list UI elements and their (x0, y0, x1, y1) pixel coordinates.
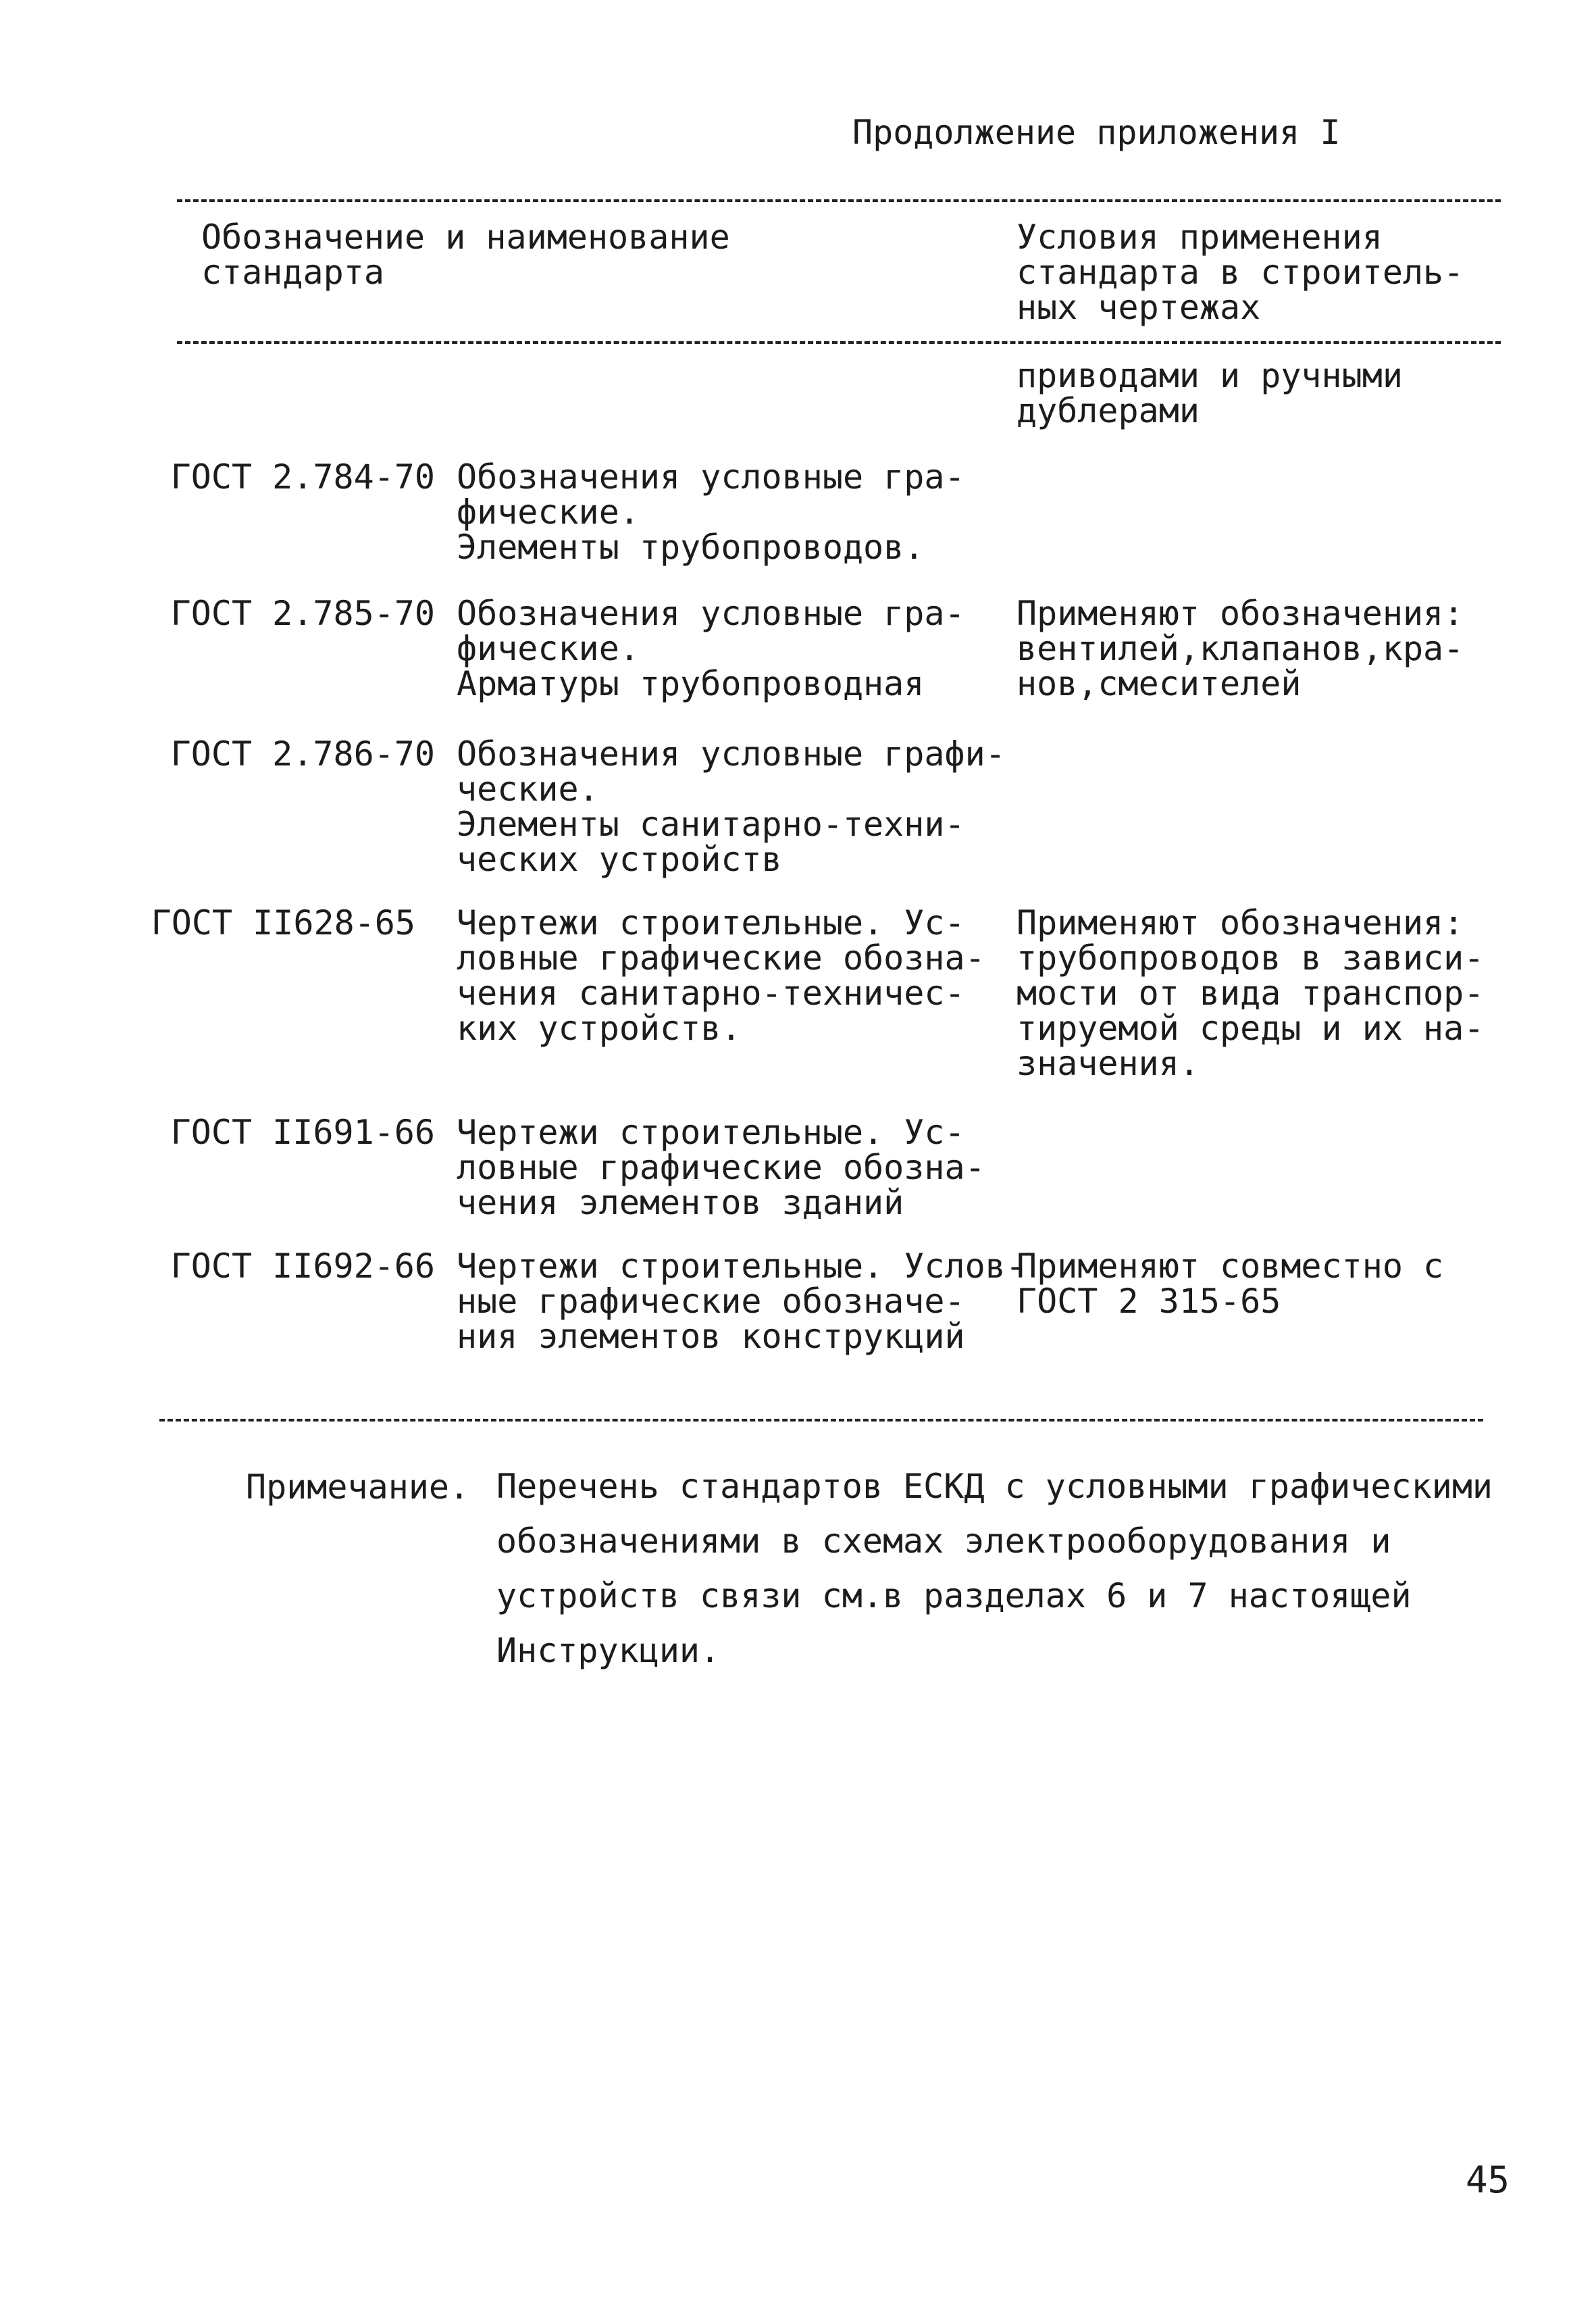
table-row-code: ГОСТ 2.786-70 (170, 734, 435, 774)
note-label: Примечание. (246, 1467, 470, 1507)
table-top-rule (177, 199, 1501, 202)
table-row-title: Обозначения условные гра- фические. Элементы трубопроводов. (457, 457, 965, 567)
table-row-conditions: Применяют совместно с ГОСТ 2 315-65 (1016, 1247, 1444, 1321)
table-row-conditions: Применяют обозначения: трубопроводов в зависи- мости от вида транспор- тируемой среды и их на- значения. (1016, 903, 1485, 1083)
table-row-title: Чертежи строительные. Услов- ные графические обозначе- ния элементов конструкций (457, 1247, 1026, 1356)
table-row-title: Чертежи строительные. Ус- ловные графические обозна- чения санитарно-техничес- ких устройств. (457, 903, 985, 1048)
table-row-title: Обозначения условные графи- ческие. Элементы санитарно-техни- ческих устройств (457, 734, 1006, 879)
table-header-rule (177, 341, 1501, 344)
table-row-code: ГОСТ II691-66 (170, 1113, 435, 1152)
table-bottom-rule (159, 1419, 1483, 1422)
table-row-code: ГОСТ 2.785-70 (170, 594, 435, 633)
column-header-standard: Обозначение и наименование стандарта (201, 218, 730, 292)
note-text: Перечень стандартов ЕСКД с условными графическими обозначениями в схемах электрооборудования и устройств связи см.в разделах 6 и 7 настоящей Инструкции. (496, 1467, 1493, 1670)
table-row-title: Чертежи строительные. Ус- ловные графические обозна- чения элементов зданий (457, 1113, 985, 1222)
table-row-conditions: Применяют обозначения: вентилей,клапанов,кра- нов,смесителей (1016, 594, 1464, 703)
column-header-conditions: Условия применения стандарта в строитель- ных чертежах (1016, 218, 1464, 327)
carryover-conditions: приводами и ручными дублерами (1016, 356, 1403, 430)
table-row-code: ГОСТ II692-66 (170, 1247, 435, 1286)
table-row-title: Обозначения условные гра- фические. Арматуры трубопроводная (457, 594, 965, 703)
table-row-code: ГОСТ 2.784-70 (170, 457, 435, 497)
continuation-header: Продолжение приложения I (852, 113, 1341, 152)
table-row-code: ГОСТ II628-65 (151, 903, 415, 942)
page-number: 45 (1466, 2159, 1510, 2201)
